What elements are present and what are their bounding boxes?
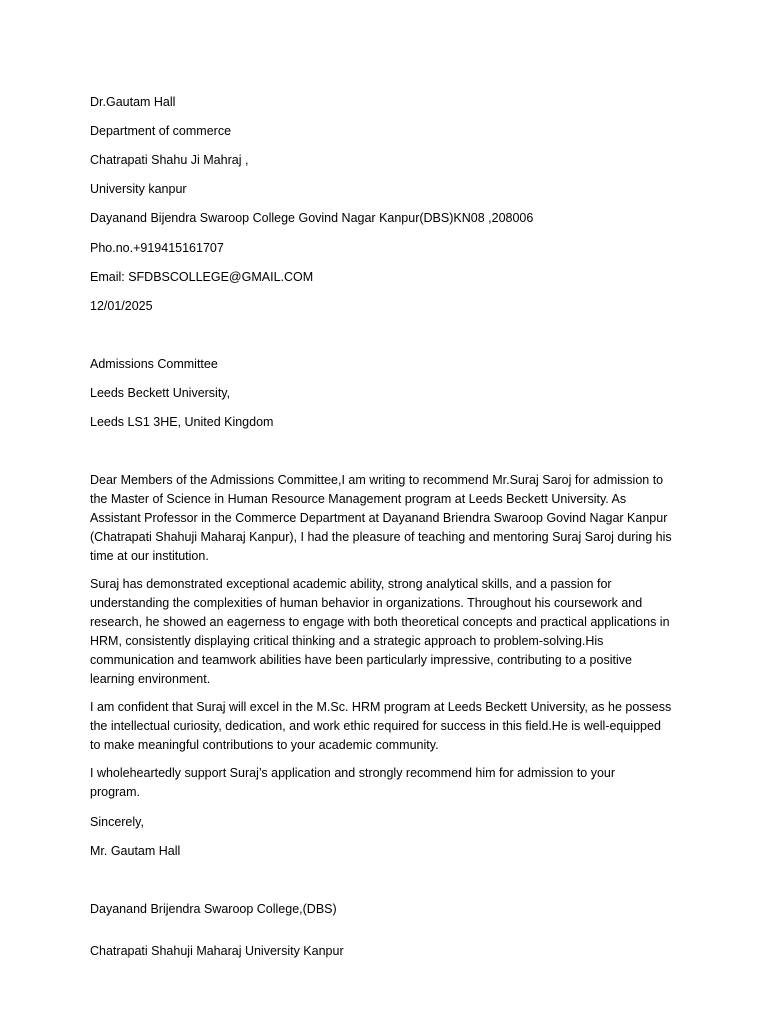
paragraph-line: the Master of Science in Human Resource Management program at Leeds Beckett University. As (90, 492, 627, 506)
sender-university-line2: University kanpur (90, 182, 187, 196)
signer-name: Mr. Gautam Hall (90, 844, 181, 858)
paragraph-line: time at our institution. (90, 549, 209, 563)
closing-salutation: Sincerely, (90, 815, 144, 829)
closing-college: Dayanand Brijendra Swaroop College,(DBS) (90, 902, 337, 916)
paragraph-line: Dear Members of the Admissions Committee,I am writing to recommend Mr.Suraj Saroj for admission to (90, 473, 664, 487)
body-paragraph-3 (90, 699, 690, 756)
sender-college: Dayanand Bijendra Swaroop College Govind Nagar Kanpur(DBS)KN08 ,208006 (90, 211, 534, 225)
paragraph-line: learning environment. (90, 672, 211, 686)
paragraph-line: to make meaningful contributions to your academic community. (90, 738, 439, 752)
paragraph-line: the intellectual curiosity, dedication, and work ethic required for success in this field.He is well-equipped (90, 719, 661, 733)
body-paragraph-4 (90, 765, 690, 803)
sender-phone: Pho.no.+919415161707 (90, 241, 224, 255)
recipient-university: Leeds Beckett University, (90, 386, 231, 400)
recipient-committee: Admissions Committee (90, 357, 218, 371)
letter-date: 12/01/2025 (90, 299, 153, 313)
paragraph-line: I wholeheartedly support Suraj’s application and strongly recommend him for admission to your (90, 766, 616, 780)
paragraph-line: I am confident that Suraj will excel in the M.Sc. HRM program at Leeds Beckett University, as he possess (90, 700, 672, 714)
sender-department: Department of commerce (90, 124, 232, 138)
body-paragraph-1 (90, 472, 690, 567)
paragraph-line: research, he showed an eagerness to engage with both theoretical concepts and practical applications in (90, 615, 670, 629)
paragraph-line: communication and teamwork abilities have been particularly impressive, contributing to a positive (90, 653, 632, 667)
paragraph-line: understanding the complexities of human behavior in organizations. Throughout his coursework and (90, 596, 643, 610)
paragraph-line: HRM, consistently displaying critical thinking and a strategic approach to problem-solving.His (90, 634, 604, 648)
sender-email: Email: SFDBSCOLLEGE@GMAIL.COM (90, 270, 314, 284)
paragraph-line: Assistant Professor in the Commerce Department at Dayanand Briendra Swaroop Govind Nagar Kanpur (90, 511, 668, 525)
sender-name: Dr.Gautam Hall (90, 95, 176, 109)
paragraph-line: (Chatrapati Shahuji Maharaj Kanpur), I had the pleasure of teaching and mentoring Suraj Saroj during his (90, 530, 672, 544)
closing-university: Chatrapati Shahuji Maharaj University Kanpur (90, 944, 344, 958)
body-paragraph-2 (90, 576, 690, 690)
recipient-address: Leeds LS1 3HE, United Kingdom (90, 415, 274, 429)
paragraph-line: program. (90, 785, 141, 799)
paragraph-line: Suraj has demonstrated exceptional academic ability, strong analytical skills, and a passion for (90, 577, 612, 591)
sender-university-line1: Chatrapati Shahu Ji Mahraj , (90, 153, 249, 167)
